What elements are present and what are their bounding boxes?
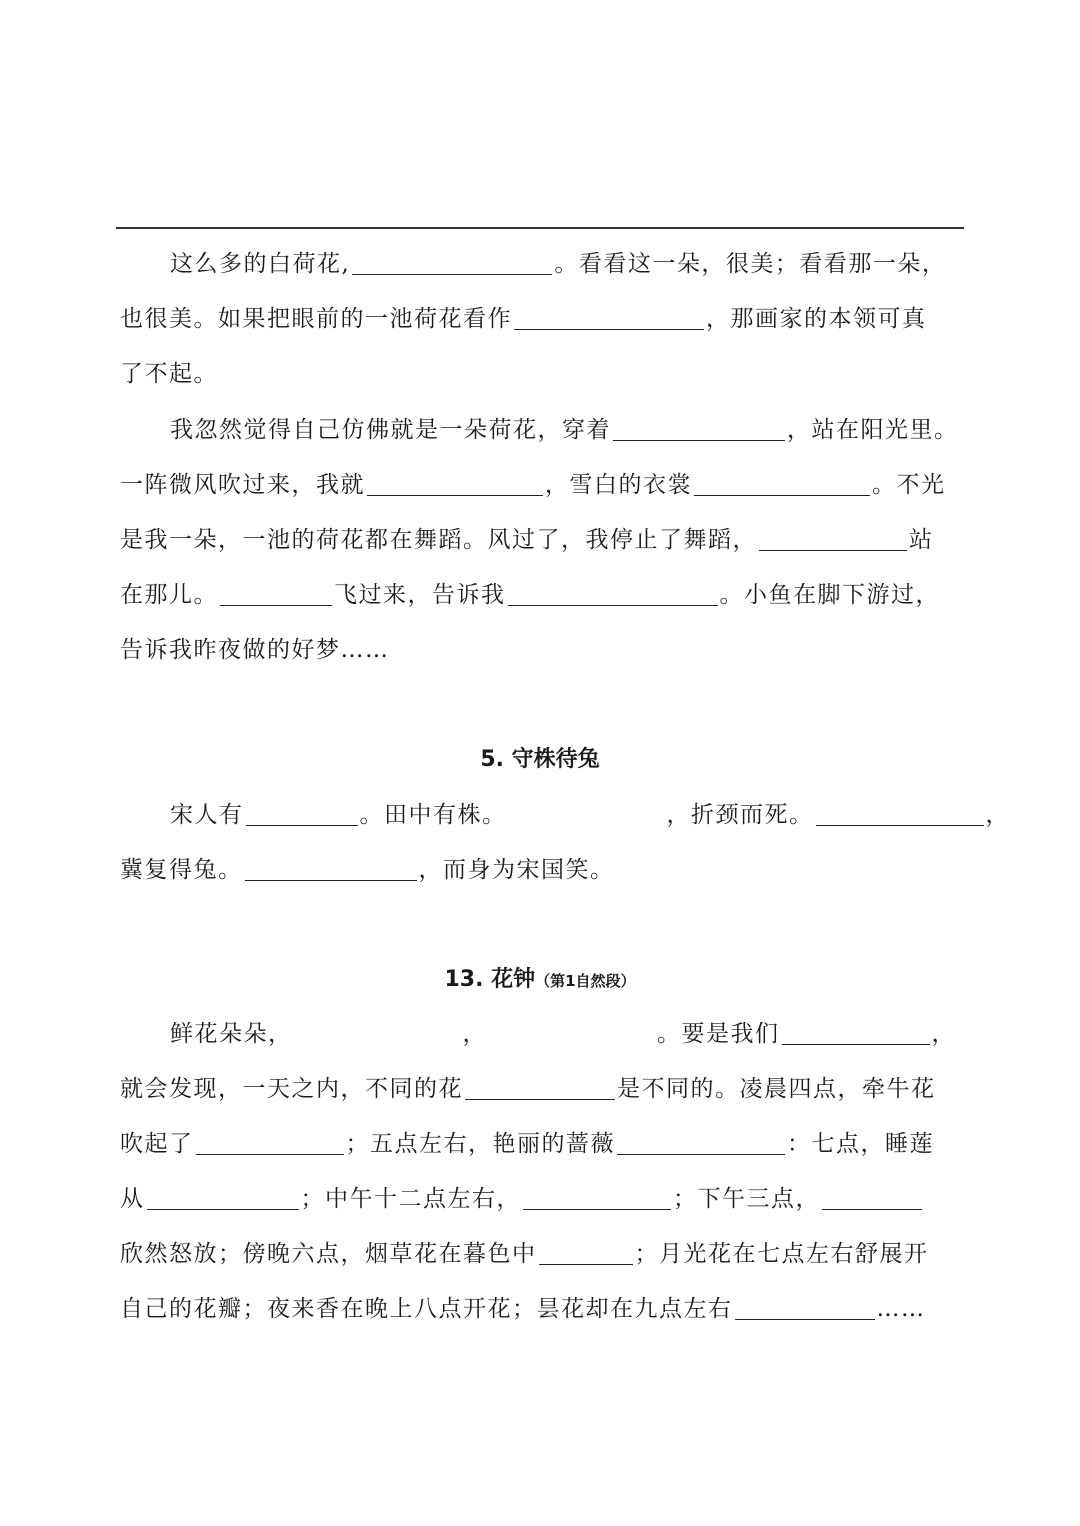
fill-blank[interactable] [508,581,718,606]
fill-blank[interactable] [465,1075,615,1100]
fill-blank[interactable] [613,416,785,441]
blank-space[interactable] [507,798,667,822]
passage1-line-1 [170,244,1010,284]
fill-blank[interactable] [617,1130,785,1155]
section13-line-4 [120,1179,960,1219]
text: 宋人有 [170,802,244,828]
fill-blank[interactable] [367,471,543,496]
text: 告诉我昨夜做的好梦…… [120,637,390,663]
passage1-line-4 [170,410,1010,450]
fill-blank[interactable] [220,581,332,606]
text: 从 [120,1186,145,1212]
passage1-line-5 [120,465,960,505]
text: 。小鱼在脚下游过， [719,582,940,608]
text: ；五点左右，艳丽的蔷薇 [345,1131,615,1157]
fill-blank[interactable] [196,1130,344,1155]
passage1-line-6 [120,520,960,560]
text: 是不同的。凌晨四点，牵牛花 [617,1076,936,1102]
blank-space[interactable] [293,1017,463,1041]
text: ，折颈而死。 [666,802,814,828]
text: 了不起。 [120,361,218,387]
text: 自己的花瓣；夜来香在晚上八点开花；昙花却在九点左右 [120,1296,733,1322]
passage1-line-7 [120,575,960,615]
fill-blank[interactable] [816,801,984,826]
section13-line-1 [170,1014,1010,1054]
text: 我忽然觉得自己仿佛就是一朵荷花，穿着 [170,417,611,443]
section13-line-3 [120,1124,960,1164]
text: ，站在阳光里。 [787,417,959,443]
text: 这么多的白荷花, [170,251,351,277]
section13-line-2 [120,1069,960,1109]
passage1-line-2 [120,299,960,339]
section5-title: 5. 守株待兔 [480,747,600,772]
text: ，而身为宋国笑。 [418,857,615,883]
section5-line-1 [170,795,1010,835]
text: 。不光 [872,472,946,498]
text: 站 [909,527,934,553]
fill-blank[interactable] [782,1020,930,1045]
section13-line-6 [120,1289,960,1329]
text: 吹起了 [120,1131,194,1157]
section13-title [0,960,1080,1001]
fill-blank[interactable] [539,1240,633,1265]
text: 欣然怒放；傍晚六点，烟草花在暮色中 [120,1241,537,1267]
text: 就会发现，一天之内，不同的花 [120,1076,463,1102]
fill-blank[interactable] [694,471,870,496]
text: ， [931,1021,956,1047]
text: ；下午三点， [673,1186,820,1212]
text: 也很美。如果把眼前的一池荷花看作 [120,306,512,332]
text: ；中午十二点左右， [300,1186,521,1212]
text: ；月光花在七点左右舒展开 [634,1241,929,1267]
text: ：七点，睡莲 [787,1131,934,1157]
text: ， [462,1021,487,1047]
fill-blank[interactable] [352,250,552,275]
top-rule [116,227,964,229]
fill-blank[interactable] [735,1295,875,1320]
text: 在那儿。 [120,582,218,608]
fill-blank[interactable] [246,801,358,826]
fill-blank[interactable] [147,1185,299,1210]
section5-line-2 [120,850,960,890]
text: 冀复得兔。 [120,857,243,883]
section13-line-5 [120,1234,960,1274]
text: 。要是我们 [657,1021,780,1047]
fill-blank[interactable] [523,1185,671,1210]
blank-space[interactable] [487,1017,657,1041]
text: 。田中有株。 [359,802,507,828]
text: ， [985,802,1010,828]
fill-blank[interactable] [514,305,704,330]
section13-subtitle: （第1自然段） [535,972,636,990]
text: ，那画家的本领可真 [706,306,927,332]
fill-blank[interactable] [245,856,417,881]
passage1-line-3 [120,354,960,394]
fill-blank[interactable] [822,1185,922,1210]
text: 。看看这一朵，很美；看看那一朵， [554,251,947,277]
passage1-line-8 [120,630,960,670]
text: …… [876,1296,926,1322]
text: 是我一朵，一池的荷花都在舞蹈。风过了，我停止了舞蹈， [120,527,757,553]
text: 一阵微风吹过来，我就 [120,472,365,498]
text: 鲜花朵朵， [170,1021,293,1047]
fill-blank[interactable] [759,526,907,551]
text: ，雪白的衣裳 [545,472,692,498]
text: 飞过来，告诉我 [334,582,506,608]
section13-title-text: 13. 花钟 [444,967,536,992]
